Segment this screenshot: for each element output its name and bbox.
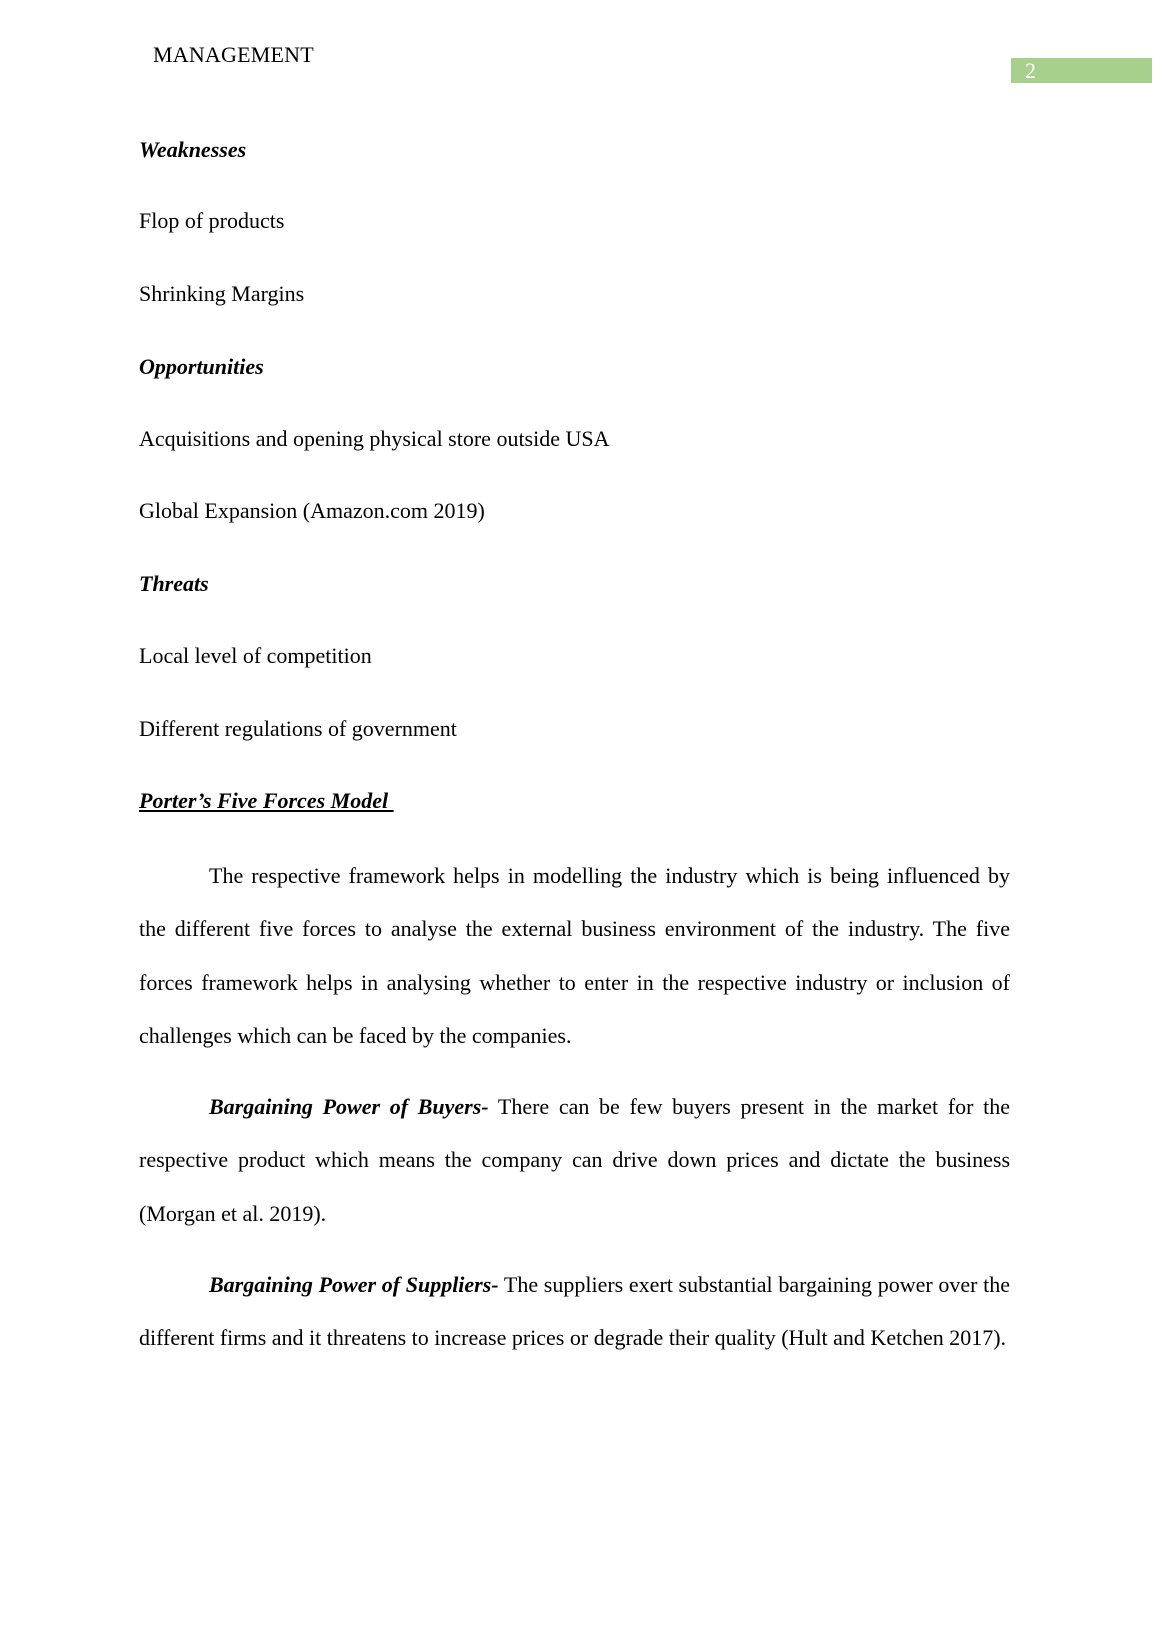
porter-heading: Porter’s Five Forces Model [139, 788, 394, 813]
suppliers-paragraph [139, 1258, 1010, 1365]
suppliers-label: Bargaining Power of Suppliers- [209, 1272, 499, 1297]
page-number-badge [1011, 58, 1152, 83]
buyers-text: There can be few buyers present in the market for the respective product which means the company can drive down prices and dictate the business (Morgan et al. 2019). [139, 1094, 1010, 1226]
weaknesses-heading: Weaknesses [139, 137, 247, 162]
threat-item: Different regulations of government [139, 716, 457, 741]
buyers-paragraph [139, 1080, 1010, 1240]
suppliers-text: The suppliers exert substantial bargaining power over the different firms and it threatens to increase prices or degrade their quality (Hult and Ketchen 2017). [139, 1272, 1010, 1351]
page-number: 2 [1025, 58, 1036, 83]
weakness-item: Shrinking Margins [139, 281, 305, 306]
opportunity-item: Global Expansion (Amazon.com 2019) [139, 498, 485, 523]
buyers-label: Bargaining Power of Buyers- [209, 1094, 489, 1119]
running-header-title: MANAGEMENT [153, 42, 314, 67]
threats-heading: Threats [139, 571, 209, 596]
weakness-item: Flop of products [139, 208, 285, 233]
opportunity-item: Acquisitions and opening physical store outside USA [139, 426, 610, 451]
porter-intro-paragraph: The respective framework helps in modelling the industry which is being influenced by the different five forces to analyse the external business environment of the industry. The five forces framework helps in analysing whether to enter in the respective industry or inclusion of challenges which can be faced by the companies. [139, 863, 1010, 1048]
opportunities-heading: Opportunities [139, 354, 264, 379]
threat-item: Local level of competition [139, 643, 372, 668]
